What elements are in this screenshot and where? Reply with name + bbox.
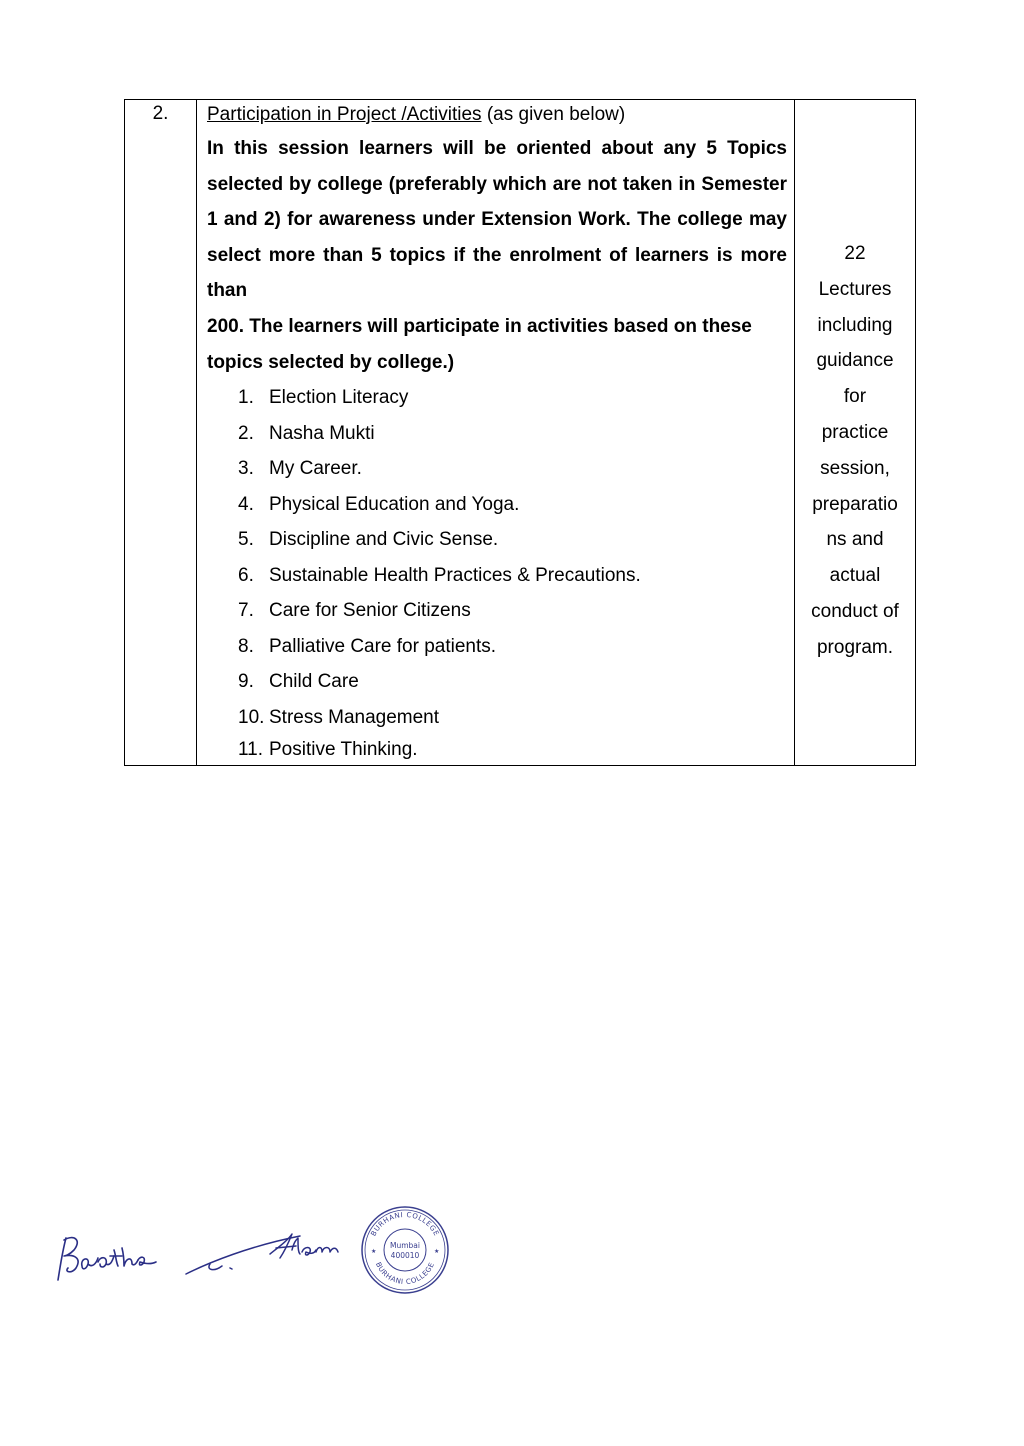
seal-pin: 400010	[390, 1251, 420, 1260]
list-item	[238, 700, 787, 736]
list-item	[238, 451, 787, 487]
list-item	[238, 416, 787, 452]
list-item-label: Physical Education and Yoga.	[269, 493, 520, 515]
list-item-number: 5.	[238, 529, 254, 551]
table-row	[125, 100, 916, 766]
list-item	[238, 629, 787, 665]
row-heading-underlined: Participation in Project /Activities	[207, 104, 482, 125]
list-item-label: Election Literacy	[269, 387, 409, 409]
list-item-label: Care for Senior Citizens	[269, 600, 471, 622]
syllabus-table	[124, 99, 916, 766]
list-item	[238, 735, 787, 765]
seal-star-icon: ★	[371, 1249, 377, 1255]
svg-text:BURHANI COLLEGE	[374, 1261, 436, 1286]
list-item-label: Sustainable Health Practices & Precautions.	[269, 564, 641, 586]
list-item-number: 7.	[238, 600, 254, 622]
lectures-line: practice	[821, 421, 889, 443]
lectures-line: 22	[844, 243, 866, 264]
list-item-label: Palliative Care for patients.	[269, 635, 497, 657]
lectures-line: session,	[820, 457, 890, 479]
seal-bottom-text: BURHANI COLLEGE	[373, 1260, 437, 1287]
list-item-label: Nasha Mukti	[269, 422, 375, 444]
list-item-label: My Career.	[269, 458, 362, 480]
signature-2	[180, 1226, 350, 1281]
topics-list	[207, 380, 787, 765]
list-item-label: Stress Management	[269, 706, 440, 728]
seal-city: Mumbai	[390, 1241, 420, 1250]
list-item	[238, 522, 787, 558]
list-item-label: Positive Thinking.	[269, 739, 418, 761]
lectures-line: including	[817, 314, 893, 336]
list-item	[238, 487, 787, 523]
list-item	[238, 380, 787, 416]
list-item-number: 9.	[238, 671, 254, 693]
list-item-number: 1.	[238, 387, 254, 409]
list-item-number: 11.	[238, 739, 264, 761]
row-heading-rest: (as given below)	[481, 104, 626, 125]
serial-number-cell	[125, 100, 197, 766]
lectures-cell	[795, 100, 916, 766]
seal-top-text: BURHANI COLLEGE	[369, 1210, 441, 1238]
list-item-number: 3.	[238, 458, 254, 480]
serial-number: 2.	[152, 103, 169, 124]
lectures-line: guidance	[816, 350, 894, 372]
intro-part-2: 200. The learners will participate in activities based on these topics selected by college.)	[207, 315, 752, 373]
intro-paragraph	[207, 131, 787, 380]
seal-star-icon: ★	[434, 1249, 440, 1255]
signature-1	[52, 1228, 162, 1288]
list-item	[238, 664, 787, 700]
content-cell	[197, 100, 795, 766]
college-seal	[360, 1205, 450, 1295]
list-item-number: 10.	[238, 706, 265, 728]
intro-part-1: In this session learners will be oriented about any 5 Topics selected by college (preferably which are not taken in Semester 1 and 2) for awareness under Extension Work. The college may select more than 5 topics if the enrolment of learners is more than	[207, 138, 787, 302]
list-item-number: 6.	[238, 564, 254, 586]
list-item-number: 2.	[238, 422, 254, 444]
list-item-number: 8.	[238, 635, 254, 657]
lectures-line: ns and	[826, 529, 884, 551]
lectures-line: actual	[829, 565, 881, 587]
lectures-line: for	[843, 386, 867, 408]
row-heading	[207, 103, 787, 127]
list-item-number: 4.	[238, 493, 254, 515]
lectures-line: Lectures	[818, 278, 892, 300]
lectures-line: program.	[816, 636, 894, 658]
lectures-line: conduct of	[811, 600, 899, 622]
list-item-label: Discipline and Civic Sense.	[269, 529, 499, 551]
list-item	[238, 593, 787, 629]
list-item-label: Child Care	[269, 671, 359, 693]
list-item	[238, 558, 787, 594]
lectures-line: preparatio	[812, 493, 898, 515]
